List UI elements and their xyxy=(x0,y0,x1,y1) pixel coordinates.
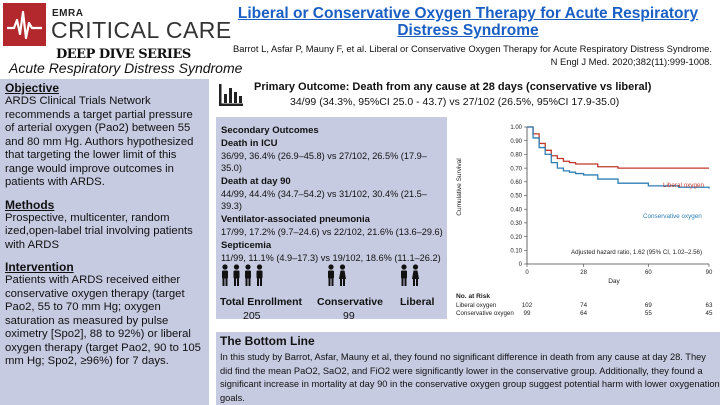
emra-logo xyxy=(3,3,46,46)
risk-value: 55 xyxy=(644,310,652,317)
objective-text: ARDS Clinical Trials Network recommends a target partial pressure of arterial oxygen (Pao2) between 55 and 80 mm Hg. Authors hypothesized that targeting the lower limit of this range would improve outcomes in patients with ARDS. xyxy=(5,95,194,188)
y-tick-label: 0.60 xyxy=(510,180,522,186)
citation: Barrot L, Asfar P, Mauny F, et al. Liberal or Conservative Oxygen Therapy for Acute Respiratory Distress Syndrome. N Engl J Med. 2020;382(11):999-1008. xyxy=(232,43,712,67)
objective-heading: Objective xyxy=(5,81,60,95)
y-tick-label: 0.30 xyxy=(510,221,522,228)
y-tick-label: 0.50 xyxy=(510,193,522,200)
risk-value: 63 xyxy=(705,302,713,309)
conservative-value: 99 xyxy=(343,310,355,322)
y-tick-label: 0.10 xyxy=(510,248,522,255)
logo-emra-text: EMRA xyxy=(52,8,84,19)
secondary-outcome-value: 17/99, 17.2% (9.7–24.6) vs 22/102, 21.6% (13.6–29.6) xyxy=(221,227,443,237)
x-tick-label: 90 xyxy=(705,270,713,276)
series-subtitle: Acute Respiratory Distress Syndrome xyxy=(9,60,243,76)
x-tick-label: 60 xyxy=(644,270,652,276)
secondary-outcome-value: 36/99, 36.4% (26.9–45.8) vs 27/102, 26.5% (17.9–35.0) xyxy=(221,151,427,173)
bottom-line-text: In this study by Barrot, Asfar, Mauny et al, they found no significant difference in death from any cause at day 28. They did find the mean PaO2, SaO2, and FiO2 were significantly lower in the conservative group. Additionally, they found a significant increase in mortality at day 90 in the conservative oxygen group suggest potential harm with lower oxygenation goals. xyxy=(220,352,720,403)
risk-row-label: Conservative oxygen xyxy=(456,310,514,317)
y-tick-label: 0.20 xyxy=(510,234,522,241)
logo-critical-care-text: CRITICAL CARE xyxy=(51,17,232,43)
secondary-outcome-value: 44/99, 44.4% (34.7–54.2) vs 31/102, 30.4% (21.5–39.3) xyxy=(221,189,427,211)
intervention-heading: Intervention xyxy=(5,260,74,274)
conservative-people-icon xyxy=(327,264,349,286)
series-name: DEEP DIVE SERIES xyxy=(56,47,191,62)
survival-chart xyxy=(451,117,717,321)
hazard-ratio-annotation: Adjusted hazard ratio, 1.62 (95% CI, 1.02–2.56) xyxy=(571,249,703,256)
total-enrollment-value: 205 xyxy=(243,310,261,322)
risk-value: 45 xyxy=(705,310,713,317)
methods-heading: Methods xyxy=(5,197,55,212)
bottom-line-title: The Bottom Line xyxy=(220,334,315,348)
risk-value: 64 xyxy=(580,310,588,317)
bar-chart-icon xyxy=(219,84,243,106)
series-label-conservative: Conservative oxygen xyxy=(643,213,702,220)
chart-y-axis-label: Cumulative Survival xyxy=(456,158,463,216)
y-tick-label: 1.00 xyxy=(510,125,522,132)
liberal-people-icon xyxy=(400,264,422,286)
article-title-link[interactable]: Liberal or Conservative Oxygen Therapy for Acute Respiratory Distress Syndrome xyxy=(237,5,699,39)
y-tick-label: 0.90 xyxy=(510,138,522,145)
methods-text: Prospective, multicenter, random ized,open-label trial involving patients with ARDS xyxy=(5,211,193,251)
secondary-outcome-label: Ventilator-associated pneumonia xyxy=(221,214,370,225)
primary-outcome-title: Primary Outcome: Death from any cause at 28 days (conservative vs liberal) xyxy=(254,81,652,93)
total-enrollment-people-icon xyxy=(221,264,267,286)
chart-x-axis-label: Day xyxy=(608,278,620,285)
ekg-icon xyxy=(3,3,46,46)
secondary-outcome-label: Death at day 90 xyxy=(221,176,291,187)
secondary-outcome-label: Death in ICU xyxy=(221,138,278,149)
primary-outcome-value: 34/99 (34.3%, 95%CI 25.0 - 43.7) vs 27/102 (26.5%, 95%CI 17.9-35.0) xyxy=(290,96,620,108)
risk-value: 74 xyxy=(580,302,588,309)
x-tick-label: 28 xyxy=(580,270,587,276)
total-enrollment-label: Total Enrollment xyxy=(220,296,303,308)
y-tick-label: 0.70 xyxy=(510,166,522,173)
secondary-outcomes-box xyxy=(216,117,447,319)
series-label-liberal: Liberal oxygen xyxy=(663,182,704,189)
liberal-label: Liberal xyxy=(400,296,435,308)
bottom-line-box xyxy=(216,332,720,405)
secondary-outcome-value: 11/99, 11.1% (4.9–17.3) vs 19/102, 18.6% (11.1–26.2) xyxy=(221,253,441,263)
risk-row-label: Liberal oxygen xyxy=(456,302,497,309)
x-tick-label: 0 xyxy=(525,270,529,276)
secondary-outcomes-title: Secondary Outcomes xyxy=(221,125,319,136)
intervention-text: Patients with ARDS received either conservative oxygen therapy (target Pao2, 55 to 70 mm Hg; oxygen saturation as measured by pulse oximetry [Spo2], 88 to 92%) or liberal oxygen therapy (target Pao2, 90 to 105 mm Hg; Spo2, ≥96%) for 7 days. xyxy=(5,274,201,367)
y-tick-label: 0.80 xyxy=(510,152,522,159)
risk-value: 69 xyxy=(644,302,652,309)
risk-table-title: No. at Risk xyxy=(456,293,491,300)
left-panel xyxy=(0,79,209,405)
y-tick-label: 0 xyxy=(518,262,522,269)
risk-value: 102 xyxy=(521,302,533,309)
secondary-outcome-label: Septicemia xyxy=(221,240,272,251)
risk-value: 99 xyxy=(523,310,531,317)
conservative-label: Conservative xyxy=(317,296,383,308)
y-tick-label: 0.40 xyxy=(510,207,522,214)
